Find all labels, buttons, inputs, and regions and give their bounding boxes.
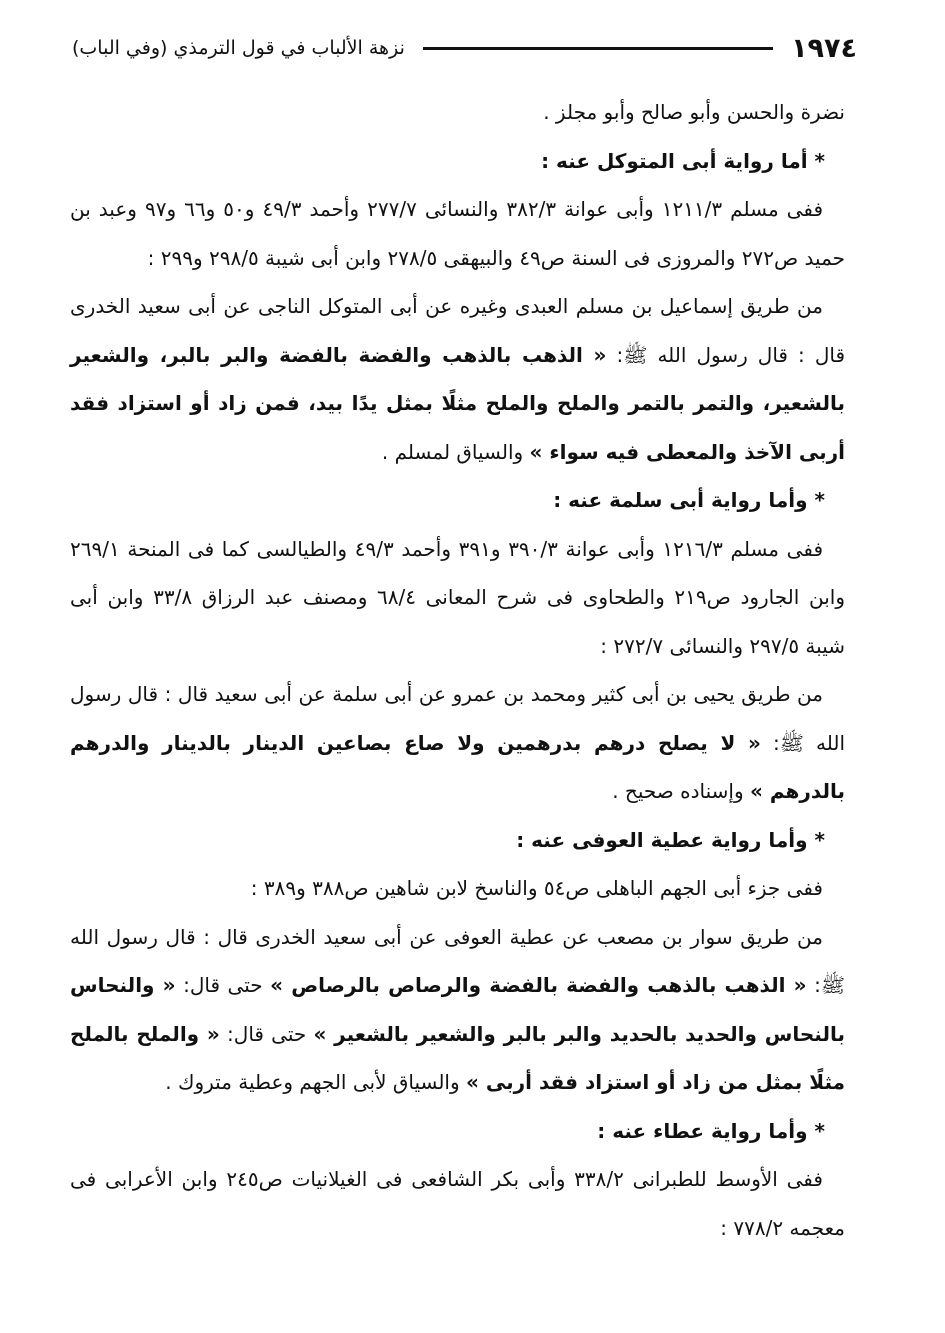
connector-text: حتى قال: — [175, 973, 271, 997]
hadith-text: « والنحاس بالنحاس والحديد بالحديد والبر بالبر والشعير بالشعير » — [63, 973, 845, 1046]
section-heading-atiyya: * وأما رواية عطية العوفى عنه : — [516, 827, 825, 852]
running-title: نزهة الألباب في قول الترمذي (وفي الباب) — [72, 37, 405, 59]
paragraph-hadith-abu-al-mutawakkil — [63, 282, 845, 476]
section-heading-abu-salama: * وأما رواية أبى سلمة عنه : — [553, 488, 825, 512]
paragraph-narrators-end: نضرة والحسن وأبو صالح وأبو مجلز . — [543, 100, 845, 124]
paragraph-sources-abu-salama: ففى مسلم ١٢١٦/٣ وأبى عوانة ٣٩٠/٣ و٣٩١ وأحمد ٤٩/٣ والطيالسى كما فى المنحة ٢٦٩/١ وابن الجارود ص٢١٩ والطحاوى فى شرح المعانى ٦٨/٤ ومصنف عبد الرزاق ٣٣/٨ وابن أبى شيبة ٢٩٧/٥ والنسائى ٢٧٢/٧ : — [63, 536, 845, 658]
paragraph-hadith-atiyya — [63, 913, 845, 1107]
paragraph-sources-abu-al-mutawakkil: ففى مسلم ١٢١١/٣ وأبى عوانة ٣٨٢/٣ والنسائى ٢٧٧/٧ وأحمد ٤٩/٣ و٥٠ و٦٦ و٩٧ وعبد بن حميد ص٢٧٢ والمروزى فى السنة ص٤٩ والبيهقى ٢٧٨/٥ وابن أبى شيبة ٢٩٨/٥ و٢٩٩ : — [63, 197, 845, 270]
note-text: والسياق لأبى الجهم وعطية متروك . — [165, 1070, 466, 1094]
header-rule — [423, 47, 773, 50]
paragraph-hadith-abu-salama — [63, 670, 845, 816]
note-text: وإسناده صحيح . — [612, 779, 750, 803]
hadith-text: « الذهب بالذهب والفضة بالفضة والبر بالبر، والشعير بالشعير، والتمر بالتمر والملح والملح مثلًا بمثل يدًا بيد، فمن زاد أو استزاد فقد أربى الآخذ والمعطى فيه سواء » — [63, 342, 845, 464]
chain-text: من طريق سوار بن مصعب عن عطية العوفى عن أبى سعيد الخدرى قال : قال رسول الله ﷺ: — [63, 924, 845, 997]
section-heading-ata: * وأما رواية عطاء عنه : — [597, 1118, 825, 1143]
paragraph-sources-atiyya: ففى جزء أبى الجهم الباهلى ص٥٤ والناسخ لابن شاهين ص٣٨٨ و٣٨٩ : — [250, 876, 823, 900]
page-header — [72, 28, 857, 68]
hadith-text: « والملح بالملح مثلًا بمثل من زاد أو استزاد فقد أربى » — [63, 1021, 845, 1094]
note-text: والسياق لمسلم . — [381, 439, 530, 464]
section-heading-abu-al-mutawakkil: * أما رواية أبى المتوكل عنه : — [541, 148, 825, 173]
chain-text: من طريق إسماعيل بن مسلم العبدى وغيره عن أبى المتوكل الناجى عن أبى سعيد الخدرى قال : قال رسول الله ﷺ: — [63, 294, 845, 367]
hadith-text: « لا يصلح درهم بدرهمين ولا صاع بصاعين الدينار بالدينار والدرهم بالدرهم » — [63, 730, 845, 803]
chain-text: من طريق يحيى بن أبى كثير ومحمد بن عمرو عن أبى سلمة عن أبى سعيد قال : قال رسول الله ﷺ: — [63, 682, 845, 755]
connector-text: حتى قال: — [219, 1021, 314, 1046]
paragraph-sources-ata: ففى الأوسط للطبرانى ٣٣٨/٢ وأبى بكر الشافعى فى الغيلانيات ص٢٤٥ وابن الأعرابى فى معجمه ٧٧٨/٢ : — [63, 1167, 845, 1240]
page-body — [63, 88, 845, 1252]
hadith-text: « الذهب بالذهب والفضة بالفضة والرصاص بالرصاص » — [270, 973, 807, 997]
page-number: ١٩٧٤ — [791, 32, 857, 64]
